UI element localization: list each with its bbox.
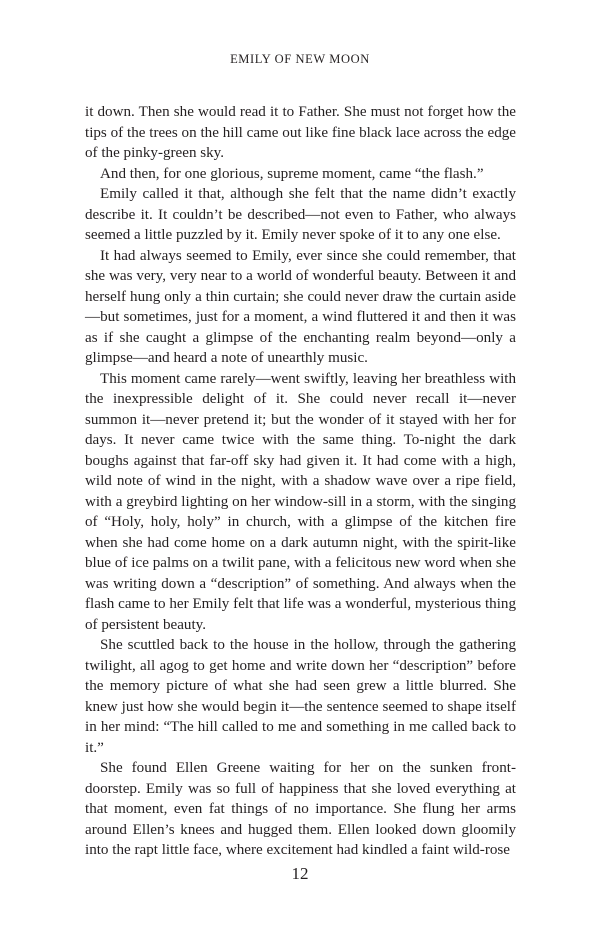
paragraph: This moment came rarely—went swiftly, leaving her breathless with the inexpressible delight of it. She could never recall it—never summon it—never pretend it; but the wonder of it stayed with her for days. It never came twice with the same thing. To-night the dark boughs against that far-off sky had given it. It had come with a high, wild note of wind in the night, with a shadow wave over a ripe field, with a greybird lighting on her window-sill in a storm, with the singing of “Holy, holy, holy” in church, with a glimpse of the kitchen fire when she had come home on a dark autumn night, with the spirit-like blue of ice palms on a twilit pane, with a felicitous new word when she was writing down a “description” of something. And always when the flash came to her Emily felt that life was a wonderful, mysterious thing of persistent beauty. [85,370,516,633]
body-text [85,102,516,861]
paragraph: She found Ellen Greene waiting for her on the sunken front-doorstep. Emily was so full of happiness that she loved everything at that moment, even fat things of no importance. She flung her arms around Ellen’s knees and hugged them. Ellen looked down gloomily into the rapt little face, where excitement had kindled a faint wild-rose [85,760,516,858]
running-head: EMILY OF NEW MOON [230,52,370,66]
paragraph: Emily called it that, although she felt that the name didn’t exactly describe it. It couldn’t be described—not even to Father, who always seemed a little puzzled by it. Emily never spoke of it to any one else. [85,186,516,243]
page-number: 12 [291,864,309,883]
paragraph: It had always seemed to Emily, ever since she could remember, that she was very, very near to a world of wonderful beauty. Between it and herself hung only a thin curtain; she could never draw the curtain aside—but sometimes, just for a moment, a wind fluttered it and then it was as if she caught a glimpse of the enchanting realm beyond—only a glimpse—and heard a note of unearthly music. [85,247,516,366]
paragraph: She scuttled back to the house in the hollow, through the gathering twilight, all agog to get home and write down her “description” before the memory picture of what she had seen grew a little blurred. She knew just how she would begin it—the sentence seemed to shape itself in her mind: “The hill called to me and something in me called back to it.” [85,637,516,756]
paragraph-continued: it down. Then she would read it to Father. She must not forget how the tips of the trees on the hill came out like fine black lace across the edge of the pinky-green sky. [85,104,516,161]
paragraph: And then, for one glorious, supreme moment, came “the flash.” [100,165,484,182]
